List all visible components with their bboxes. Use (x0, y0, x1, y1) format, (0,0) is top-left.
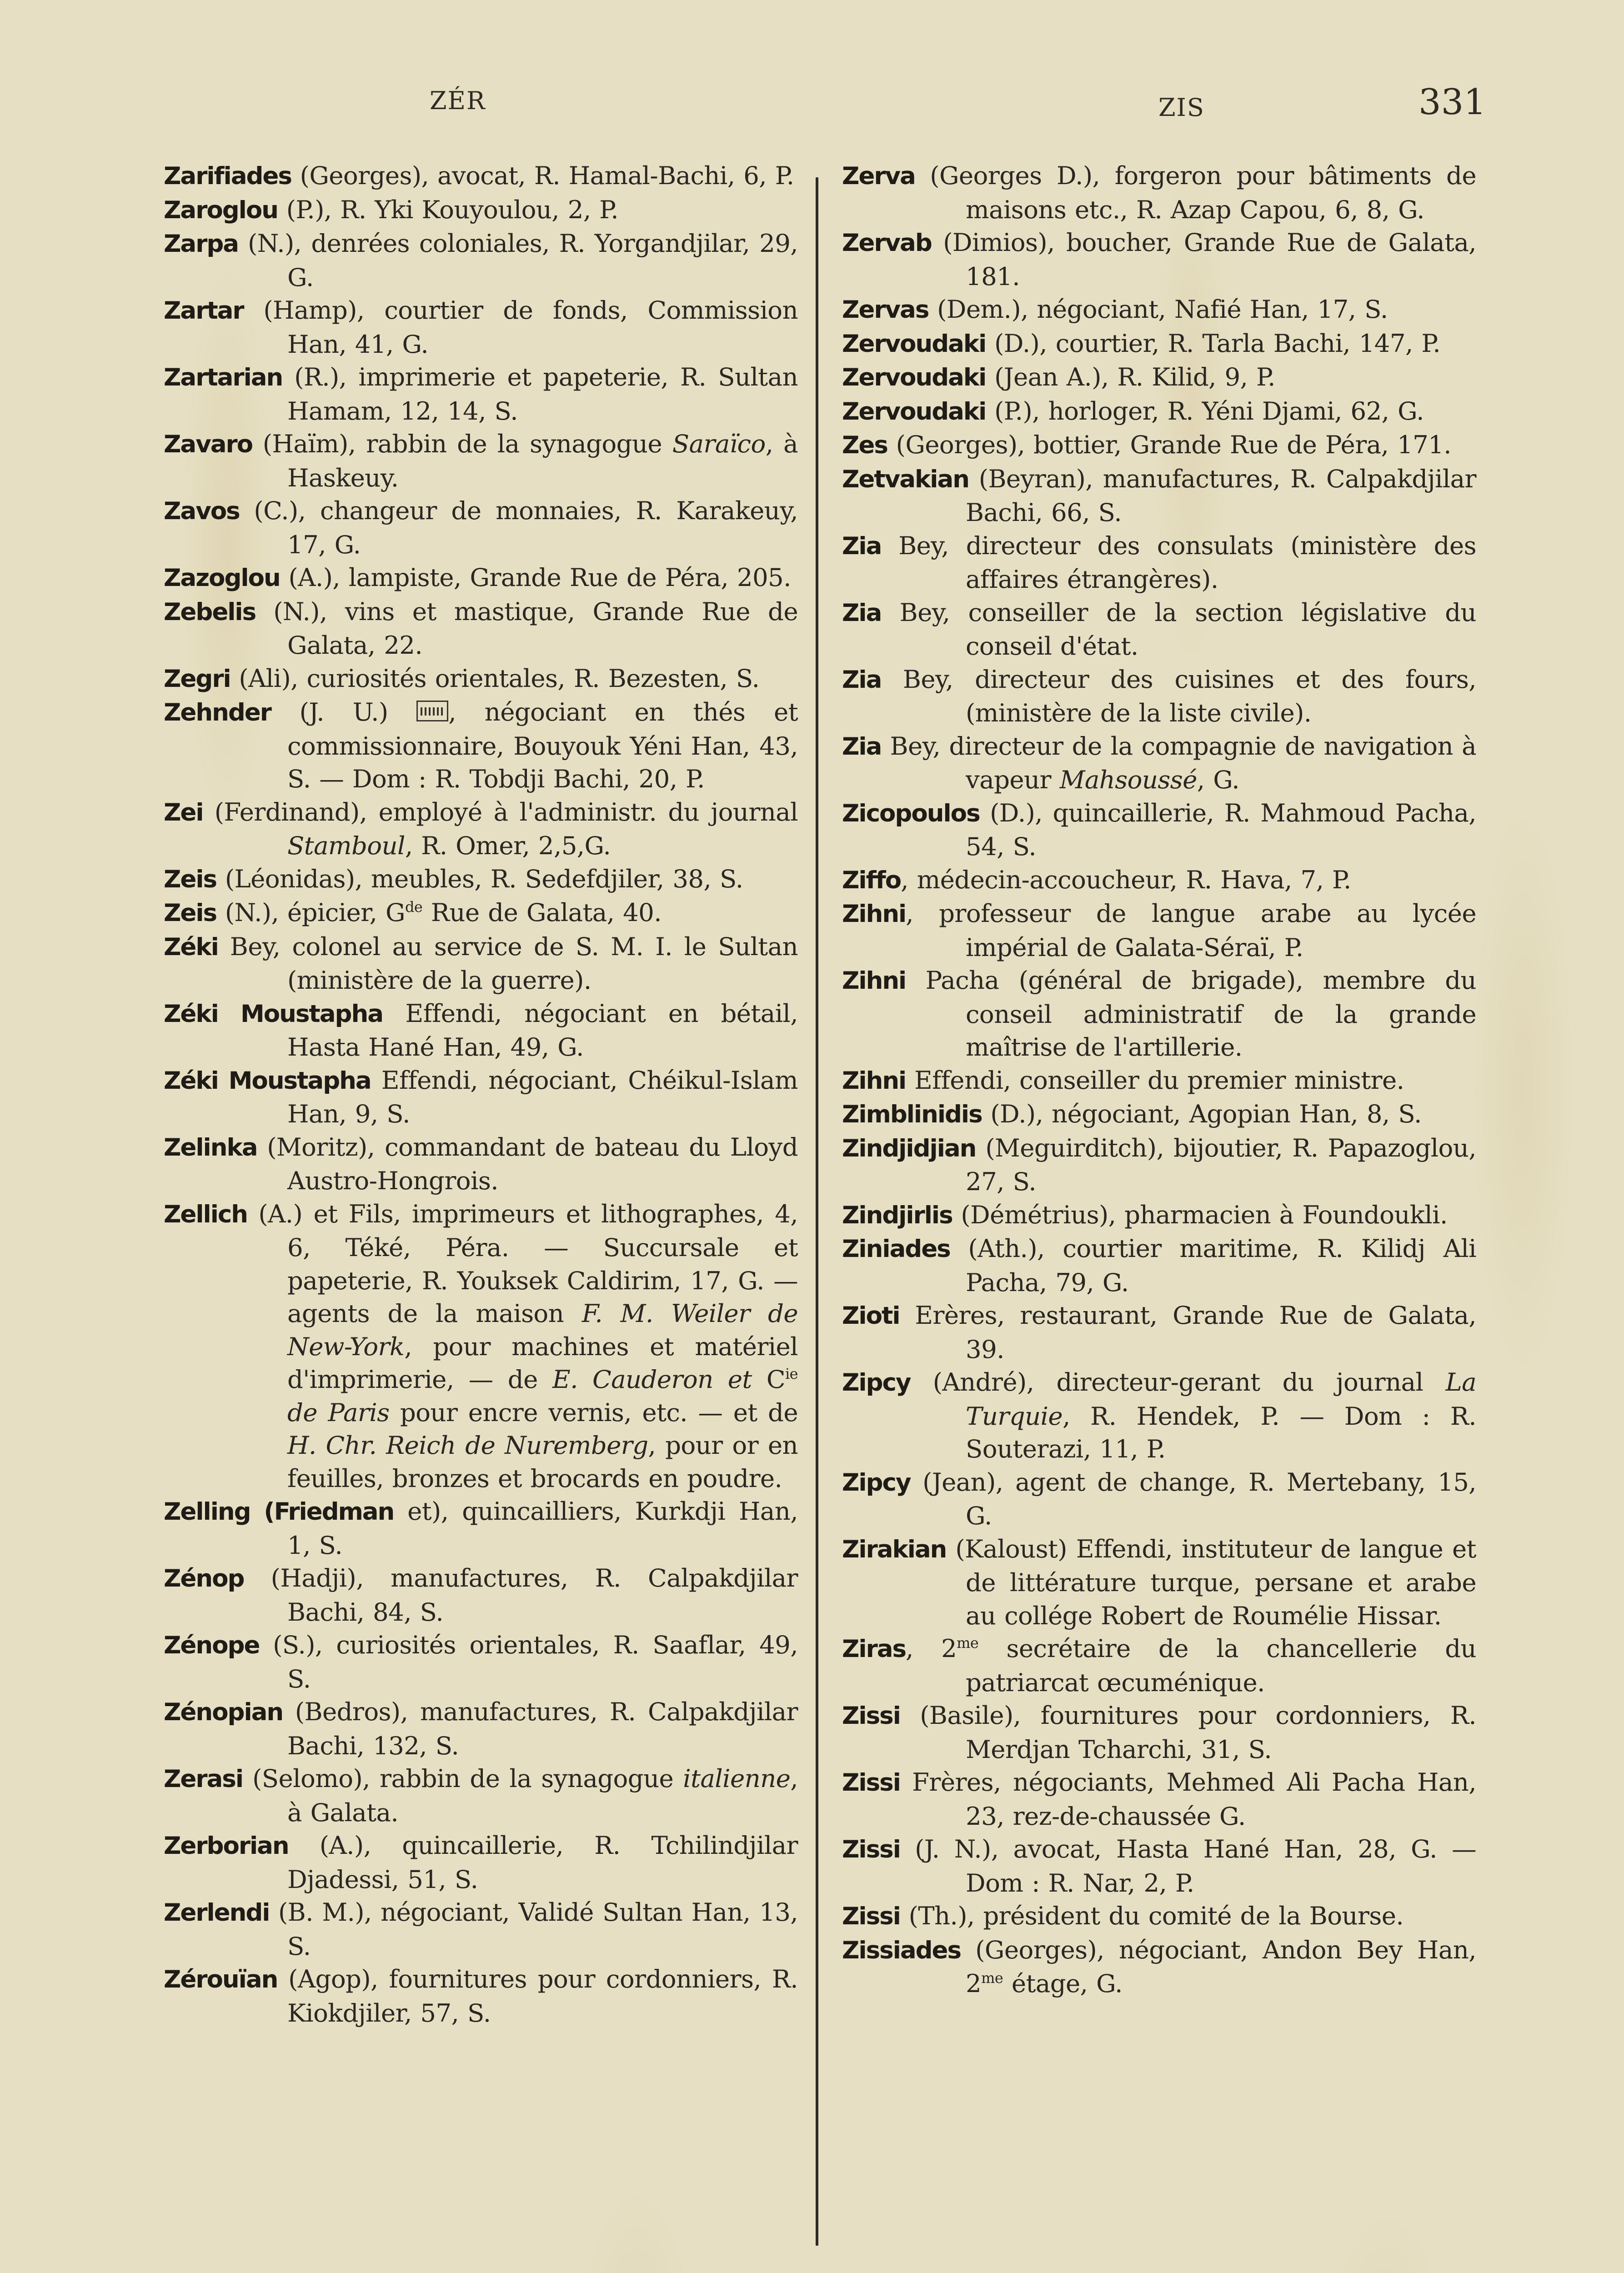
directory-entry (842, 897, 1476, 964)
directory-entry (164, 561, 798, 595)
entry-surname: Zervoudaki (842, 330, 986, 358)
directory-entry (842, 1899, 1476, 1933)
directory-entry (164, 1896, 798, 1963)
entry-italic: E. Cauderon et (552, 1365, 752, 1394)
entry-text: Effendi, négociant, Chéikul-Islam Han, 9, S. (287, 1065, 798, 1128)
entry-text: Erères, restaurant, Grande Rue de Galata, 39. (915, 1301, 1476, 1364)
entry-text: (Beyran), manufactures, R. Calpakdjilar Bachi, 66, S. (966, 464, 1476, 527)
entry-superscript: me (981, 1969, 1003, 1987)
entry-surname: Zetvakian (842, 465, 969, 493)
directory-entry (164, 1064, 798, 1131)
entry-text: (Bedros), manufactures, R. Calpakdjilar Bachi, 132, S. (287, 1697, 798, 1760)
entry-surname: Zihni (842, 1066, 906, 1095)
entry-surname: Zes (842, 431, 887, 459)
entry-text: (N.), vins et mastique, Grande Rue de Galata, 22. (273, 596, 798, 660)
entry-text: (Meguirditch), bijoutier, R. Papazoglou, 27, S. (966, 1133, 1476, 1196)
entry-surname: Zindjidjian (842, 1134, 976, 1162)
entry-text: (Georges), négociant, Andon Bey Han, 2 (966, 1935, 1476, 1998)
entry-surname: Zéki (164, 933, 218, 961)
entry-surname: Zimblinidis (842, 1101, 982, 1128)
entry-text: (Moritz), commandant de bateau du Lloyd Austro-Hongrois. (267, 1132, 798, 1195)
entry-italic: Mahsoussé (1059, 765, 1197, 794)
entry-bold-text: (Friedman (264, 1498, 394, 1526)
entry-surname: Zissi (842, 1702, 900, 1730)
entry-text: (S.), curiosités orientales, R. Saaflar, 49, S. (273, 1630, 798, 1693)
entry-surname: Zerlendi (164, 1899, 270, 1927)
entry-text: C (752, 1365, 785, 1394)
entry-text: , à Galata. (287, 1764, 798, 1827)
directory-entry (842, 730, 1476, 796)
directory-entry (164, 896, 798, 930)
entry-surname: Zellich (164, 1200, 248, 1228)
entry-text: (Hamp), courtier de fonds, Commission Han, 41, G. (263, 295, 798, 359)
column-divider (816, 177, 818, 2246)
entry-italic: italienne (683, 1764, 791, 1793)
entry-text: (Dimios), boucher, Grande Rue de Galata, 181. (943, 228, 1476, 291)
directory-entry (842, 964, 1476, 1064)
entry-surname: Zipcy (842, 1369, 911, 1397)
directory-entry (164, 1829, 798, 1896)
entry-surname: Zindjirlis (842, 1201, 952, 1229)
entry-surname: Zénopian (164, 1698, 283, 1726)
directory-entry (164, 294, 798, 360)
entry-text: , R. Omer, 2,5,G. (405, 831, 611, 860)
entry-text: , R. Hendek, P. — Dom : R. Souterazi, 11, P. (966, 1401, 1476, 1463)
entry-text: , à Haskeuy. (287, 429, 798, 492)
directory-entry (164, 1495, 798, 1562)
entry-text: (Démétrius), pharmacien à Foundoukli. (961, 1200, 1448, 1229)
entry-italic: Stamboul (287, 831, 405, 860)
entry-surname: Zissiades (842, 1936, 961, 1964)
entry-surname: Zénop (164, 1565, 244, 1592)
directory-entry (842, 1766, 1476, 1832)
entry-italic: F. M. Weiler de New-York (287, 1299, 798, 1361)
directory-entry (164, 227, 798, 294)
directory-entry (164, 1197, 798, 1495)
directory-entry (842, 529, 1476, 596)
entry-text: (A.) et Fils, imprimeurs et lithographes, 4, 6, Téké, Péra. — Succursale et papeterie, R. Youksek Caldirim, 17, G. — agents de la maison (258, 1199, 798, 1328)
directory-entry (842, 428, 1476, 462)
directory-entry (842, 395, 1476, 429)
entry-text: (Jean A.), R. Kilid, 9, P. (994, 362, 1275, 391)
entry-text: Bey, directeur des cuisines et des fours, (ministère de la liste civile). (902, 664, 1476, 727)
directory-entry (842, 1466, 1476, 1532)
entry-surname: Zéki Moustapha (164, 1000, 383, 1028)
entry-surname: Zissi (842, 1769, 900, 1797)
entry-text: (J. N.), avocat, Hasta Hané Han, 28, G. — Dom : R. Nar, 2, P. (915, 1834, 1476, 1898)
directory-entry (164, 662, 798, 696)
entry-text: , 2 (906, 1634, 957, 1663)
entry-text: Rue de Galata, 40. (422, 898, 662, 927)
directory-entry (164, 494, 798, 561)
entry-text: (Léonidas), meubles, R. Sedefdjiler, 38, S. (225, 864, 743, 893)
entry-text: (D.), quincaillerie, R. Mahmoud Pacha, 54, S. (966, 798, 1476, 861)
entry-surname: Zissi (842, 1903, 900, 1930)
directory-entry (164, 1628, 798, 1695)
page-number: 331 (1418, 82, 1486, 123)
entry-surname: Zavaro (164, 431, 253, 458)
entry-surname: Zioti (842, 1302, 900, 1330)
entry-surname: Ziffo (842, 866, 901, 894)
entry-italic: H. Chr. Reich de Nuremberg (287, 1431, 648, 1460)
directory-entry (842, 462, 1476, 529)
directory-entry (842, 293, 1476, 327)
entry-surname: Zerva (842, 162, 915, 190)
directory-entry (842, 596, 1476, 663)
trademark-stamp-icon (416, 701, 448, 721)
entry-text: Bey, directeur de la compagnie de navigation à vapeur (890, 731, 1476, 794)
entry-text: (P.), horloger, R. Yéni Djami, 62, G. (994, 396, 1424, 426)
entry-text: Effendi, négociant en bétail, Hasta Hané Han, 49, G. (287, 998, 798, 1061)
directory-entry (842, 1097, 1476, 1131)
entry-text: (Selomo), rabbin de la synagogue (252, 1764, 683, 1793)
entry-text: (D.), négociant, Agopian Han, 8, S. (990, 1099, 1422, 1128)
entry-text: (A.), quincaillerie, R. Tchilindjilar Djadessi, 51, S. (287, 1831, 798, 1894)
directory-entry (842, 1933, 1476, 2000)
entry-text: (Georges), avocat, R. Hamal-Bachi, 6, P. (300, 161, 794, 190)
entry-text: , pour or en feuilles, bronzes et brocards en poudre. (287, 1431, 798, 1493)
directory-entry (842, 1532, 1476, 1632)
entry-surname: Zaroglou (164, 196, 278, 224)
entry-text: (Agop), fournitures pour cordonniers, R. Kiokdjiler, 57, S. (287, 1964, 798, 2028)
directory-entry (842, 1366, 1476, 1466)
directory-entry (164, 796, 798, 862)
entry-text: (D.), courtier, R. Tarla Bachi, 147, P. (994, 328, 1441, 358)
entry-surname: Ziras (842, 1635, 906, 1663)
directory-entry (842, 159, 1476, 226)
entry-italic: La Turquie (966, 1367, 1476, 1431)
entry-surname: Zéki Moustapha (164, 1066, 371, 1095)
entry-text: , négociant en thés et commissionnaire, Bouyouk Yéni Han, 43, S. — Dom : R. Tobdji Bachi, 20, P. (287, 697, 798, 793)
directory-entry (164, 1131, 798, 1197)
entry-text: (Georges), bottier, Grande Rue de Péra, 171. (896, 430, 1451, 459)
directory-entry (164, 930, 798, 997)
entry-text: Bey, colonel au service de S. M. I. le Sultan (ministère de la guerre). (230, 931, 798, 995)
entry-text: (Ferdinand), employé à l'administr. du journal (214, 797, 798, 826)
directory-entry (164, 193, 798, 227)
left-column (164, 159, 798, 2029)
entry-text: (N.), épicier, G (225, 898, 405, 927)
directory-entry (842, 796, 1476, 863)
running-head-right: ZIS (1158, 93, 1205, 122)
entry-text: (Hadji), manufactures, R. Calpakdjilar Bachi, 84, S. (271, 1563, 798, 1627)
directory-entry (164, 1963, 798, 2029)
entry-text: pour encre vernis, etc. — et de (389, 1397, 798, 1427)
directory-entry (842, 1299, 1476, 1366)
entry-text: (Georges D.), forgeron pour bâtiments de maisons etc., R. Azap Capou, 6, 8, G. (930, 161, 1476, 224)
directory-entry (164, 159, 798, 193)
entry-text: (A.), lampiste, Grande Rue de Péra, 205. (288, 563, 791, 592)
entry-surname: Zipcy (842, 1468, 911, 1497)
entry-text: (Basile), fournitures pour cordonniers, R. Merdjan Tcharchi, 31, S. (920, 1701, 1476, 1764)
entry-surname: Zeis (164, 865, 217, 893)
entry-text: (R.), imprimerie et papeterie, R. Sultan Hamam, 12, 14, S. (287, 362, 798, 426)
directory-entry (164, 1762, 798, 1829)
entry-surname: Zartarian (164, 364, 283, 391)
entry-surname: Zihni (842, 900, 906, 928)
entry-text: Effendi, conseiller du premier ministre. (914, 1065, 1404, 1095)
entry-text: , pour machines et matériel d'imprimerie, — de (287, 1332, 798, 1394)
entry-text: (B. M.), négociant, Validé Sultan Han, 13, S. (278, 1898, 798, 1961)
directory-entry (164, 427, 798, 494)
entry-surname: Zervoudaki (842, 364, 986, 391)
directory-entry (842, 1632, 1476, 1699)
entry-text: (J. U.) (299, 697, 417, 726)
entry-superscript: me (957, 1634, 979, 1652)
entry-text: , médecin-accoucheur, R. Hava, 7, P. (901, 865, 1351, 894)
entry-surname: Zerasi (164, 1765, 243, 1793)
entry-surname: Ziniades (842, 1235, 950, 1263)
entry-text: étage, G. (1003, 1969, 1123, 1998)
directory-entry (842, 663, 1476, 730)
entry-surname: Zia (842, 666, 882, 694)
entry-text: (Ath.), courtier maritime, R. Kilidj Ali Pacha, 79, G. (966, 1234, 1476, 1297)
entry-text: (Haïm), rabbin de la synagogue (262, 429, 672, 458)
directory-entry (842, 1832, 1476, 1899)
entry-italic: Saraïco (672, 429, 766, 458)
directory-entry (164, 862, 798, 896)
directory-entry (164, 997, 798, 1064)
entry-surname: Zei (164, 798, 203, 826)
directory-entry (164, 595, 798, 662)
entry-text: (P.), R. Yki Kouyoulou, 2, P. (286, 195, 619, 224)
right-column (842, 159, 1476, 2000)
entry-text: Bey, conseiller de la section législative du conseil d'état. (899, 597, 1476, 661)
entry-italic: de Paris (287, 1397, 390, 1427)
entry-surname: Zervoudaki (842, 397, 986, 426)
directory-entry (842, 1232, 1476, 1299)
entry-surname: Zerborian (164, 1832, 289, 1860)
entry-superscript: de (405, 898, 423, 916)
directory-entry (842, 863, 1476, 897)
entry-superscript: ie (785, 1365, 798, 1382)
entry-surname: Zarpa (164, 230, 239, 258)
directory-entry (842, 1064, 1476, 1098)
entry-surname: Zarifiades (164, 162, 291, 190)
entry-surname: Zia (842, 732, 882, 761)
directory-entry (164, 360, 798, 427)
entry-text: Pacha (général de brigade), membre du conseil administratif de la grande maîtrise de l'artillerie. (925, 966, 1476, 1061)
entry-text: Bey, directeur des consulats (ministère des affaires étrangères). (898, 531, 1476, 594)
directory-entry (842, 360, 1476, 395)
entry-text: , professeur de langue arabe au lycée impérial de Galata-Séraï, P. (906, 899, 1476, 962)
entry-text: (C.), changeur de monnaies, R. Karakeuy, 17, G. (254, 496, 798, 559)
entry-text: (Th.), président du comité de la Bourse. (908, 1901, 1404, 1930)
entry-surname: Zérouïan (164, 1966, 278, 1993)
entry-surname: Zervab (842, 229, 932, 257)
entry-surname: Zazoglou (164, 564, 280, 592)
entry-text: (André), directeur-gerant du journal (932, 1367, 1446, 1397)
entry-surname: Zihni (842, 967, 906, 995)
entry-surname: Zissi (842, 1836, 900, 1863)
entry-surname: Zelinka (164, 1133, 257, 1162)
entry-text: secrétaire de la chancellerie du patriarcat œcuménique. (966, 1634, 1476, 1697)
entry-text: (Kaloust) Effendi, instituteur de langue et de littérature turque, persane et arabe au collége Robert de Roumélie Hissar. (955, 1534, 1476, 1630)
entry-surname: Zicopoulos (842, 799, 980, 827)
entry-surname: Zirakian (842, 1535, 947, 1563)
entry-surname: Zia (842, 532, 882, 560)
directory-entry (842, 1131, 1476, 1198)
entry-surname: Zebelis (164, 598, 256, 626)
entry-text: (Dem.), négociant, Nafié Han, 17, S. (937, 295, 1388, 324)
entry-text: Frères, négociants, Mehmed Ali Pacha Han, 23, rez-de-chaussée G. (912, 1767, 1476, 1831)
running-head-left: ZÉR (430, 86, 486, 115)
directory-entry (842, 1198, 1476, 1232)
entry-text: (N.), denrées coloniales, R. Yorgandjilar, 29, G. (248, 229, 798, 292)
entry-surname: Zénope (164, 1632, 260, 1659)
entry-surname: Zia (842, 599, 882, 627)
entry-surname: Zeis (164, 899, 217, 927)
directory-entry (842, 1699, 1476, 1766)
entry-surname: Zehnder (164, 699, 271, 726)
entry-surname: Zelling (164, 1498, 251, 1526)
entry-text: et), quincailliers, Kurkdji Han, 1, S. (287, 1497, 798, 1560)
entry-text: , G. (1197, 765, 1239, 794)
entry-text: (Jean), agent de change, R. Mertebany, 15, G. (922, 1467, 1476, 1530)
entry-surname: Zervas (842, 296, 929, 324)
directory-entry (164, 1562, 798, 1628)
directory-entry (842, 327, 1476, 361)
directory-entry (164, 696, 798, 796)
entry-surname: Zegri (164, 665, 231, 693)
entry-surname: Zartar (164, 297, 244, 325)
directory-entry (164, 1695, 798, 1762)
directory-entry (842, 226, 1476, 293)
entry-surname: Zavos (164, 497, 240, 525)
entry-text: (Ali), curiosités orientales, R. Bezesten, S. (239, 663, 760, 693)
